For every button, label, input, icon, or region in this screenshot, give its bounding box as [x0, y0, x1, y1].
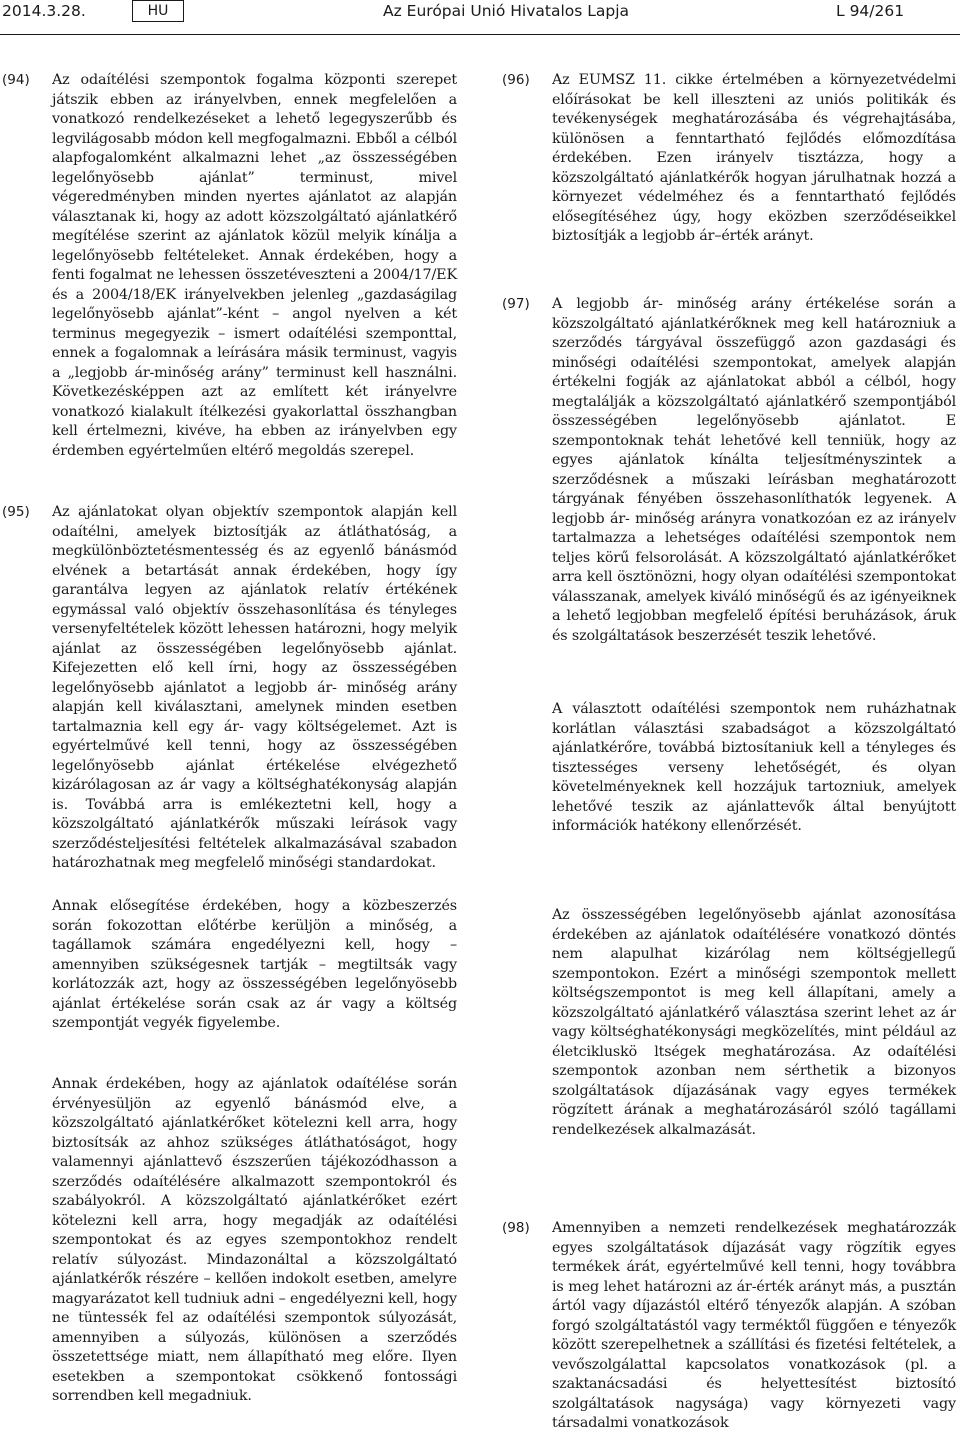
recital-number-98: (98) [502, 1220, 530, 1236]
recital-number-94: (94) [2, 72, 30, 88]
recital-95-para3-text: Annak érdekében, hogy az ajánlatok odaítélése során érvényesüljön az egyenlő bánásmód elve, a közszolgáltató ajánlatkérőket kötelezni kell arra, hogy biztosítsák az ahhoz szükséges átláthatóságot, hogy valamennyi ajánlattevő észszerűen tájékozódhasson a szerződés odaítélésére alkalmazott szempontokról és szabályokról. A közszolgáltató ajánlatkérőket ezért kötelezni kell arra, hogy megadják az odaítélési szempontokat és az egyes szempontokhoz rendelt relatív súlyozást. Mindazonáltal a közszolgáltató ajánlatkérők részére – kellően indokolt esetben, amelyre magyarázatot kell tudniuk adni – engedélyezni kell, hogy ne tüntessék fel az odaítélési szempontok súlyozását, amennyiben a súlyozás, különösen a szerződés összetettsége miatt, nem állapítható meg előre. Ilyen esetekben a szempontokat csökkenő fontossági sorrendben kell megadniuk. [52, 1076, 457, 1404]
recital-95-text: Az ajánlatokat olyan objektív szempontok alapján kell odaítélni, amelyek biztosítják az átláthatóság, a megkülönböztetésmentesség és az egyenlő bánásmód elvének a betartását annak érdekében, hogy így garantálva legyen az ajánlatok relatív értékének egymással való objektív összehasonlítása és tényleges versenyfeltételek között lehessen határozni, hogy melyik ajánlat az összességében legelőnyösebb ajánlat. Kifejezetten elő kell írni, hogy az összességében legelőnyösebb ajánlatot a legjobb ár- minőség arány alapján kell kiválasztani, amelynek minden esetben tartalmaznia kell egy ár- vagy költségelemet. Azt is egyértelművé kell tenni, hogy az összességében legelőnyösebb ajánlat értékelése elvégezhető kizárólagosan az ár vagy a költséghatékonyság alapján is. Továbbá arra is emlékeztetni kell, hogy a közszolgáltató ajánlatkérők műszaki leírások vagy szerződésteljesítési feltételek alkalmazásával szabadon határozhatnak meg megfelelő minőségi standardokat. [52, 504, 457, 871]
recital-97-paragraph-3 [552, 906, 956, 1140]
page-reference: L 94/261 [836, 2, 905, 20]
journal-title: Az Európai Unió Hivatalos Lapja [383, 2, 630, 20]
publication-date: 2014.3.28. [2, 2, 86, 20]
recital-97 [552, 295, 956, 646]
page-header [0, 0, 960, 26]
header-rule [0, 34, 960, 35]
recital-97-paragraph-2 [552, 700, 956, 837]
recital-96 [552, 71, 956, 247]
recital-95 [52, 503, 457, 874]
recital-number-97: (97) [502, 296, 530, 312]
recital-95-para2-text: Annak elősegítése érdekében, hogy a közbeszerzés során fokozottan előtérbe kerüljön a minőség, a tagállamok számára engedélyezni kell, hogy – amennyiben szükségesnek tartják – megtiltsák vagy korlátozzák azt, hogy az összességében legelőnyösebb ajánlat értékelése során csak az ár vagy a költség szempontját vegyék figyelembe. [52, 898, 457, 1031]
recital-number-95: (95) [2, 504, 30, 520]
recital-95-paragraph-3 [52, 1075, 457, 1407]
language-badge: HU [132, 0, 184, 22]
recital-98-text: Amennyiben a nemzeti rendelkezések meghatározzák egyes szolgáltatások díjazását vagy rögzítik egyes termékek árát, egyértelművé kell tenni, hogy továbbra is meg lehet határozni az ár-érték arányt más, a pusztán ártól vagy díjazástól eltérő tényezők alapján. A szóban forgó szolgáltatástól vagy terméktől függően e tényezők között szerepelhetnek a szállítási és fizetési feltételek, a vevőszolgálattal kapcsolatos vonatkozások (pl. a szaktanácsadási és helyettesítést biztosító szolgáltatások nagysága) vagy környezeti vagy társadalmi vonatkozások [552, 1220, 956, 1431]
recital-94 [52, 71, 457, 461]
recital-96-text: Az EUMSZ 11. cikke értelmében a környezetvédelmi előírásokat be kell illeszteni az uniós politikák és tevékenységek meghatározásába és végrehajtásába, különösen a fenntartható fejlődés előmozdítása érdekében. Ezen irányelv tisztázza, hogy a közszolgáltató ajánlatkérők hogyan járulhatnak hozzá a környezet védelméhez és a fenntartható fejlődés elősegítéséhez úgy, hogy eközben szerződéseikkel biztosítják a legjobb ár–érték arányt. [552, 72, 956, 244]
recital-95-paragraph-2 [52, 897, 457, 1034]
recital-97-para2-text: A választott odaítélési szempontok nem ruházhatnak korlátlan választási szabadságot a közszolgáltató ajánlatkérőre, továbbá biztosítaniuk kell a tényleges és tisztességes verseny lehetőségét, és olyan követelményeknek kell hozzájuk tartozniuk, amelyek lehetővé teszik az ajánlattevők által benyújtott információk hatékony ellenőrzését. [552, 701, 956, 834]
recital-number-96: (96) [502, 72, 530, 88]
recital-98 [552, 1219, 956, 1434]
recital-97-text: A legjobb ár- minőség arány értékelése során a közszolgáltató ajánlatkérőknek meg kell határozniuk a szerződés tárgyával összefüggő azon gazdasági és minőségi odaítélési szempontokat, amelyek alapján értékelni fogják az ajánlatokat abból a célból, hogy megtalálják a közszolgáltató ajánlatkérő szempontjából összességében legelőnyösebb ajánlatot. E szempontoknak tehát lehetővé kell tenniük, hogy az egyes ajánlatok kínálta teljesítményszintek a szerződésnek a műszaki leírásban meghatározott tárgyának fényében összehasonlíthatók legyenek. A legjobb ár- minőség arányra vonatkozóan ez az irányelv tartalmazza a lehetséges odaítélési szempontok nem teljes körű felsorolását. A közszolgáltató ajánlatkérőket arra kell ösztönözni, hogy olyan odaítélési szempontokat válasszanak, amelyek kiváló minőségű és az igényeiknek a lehető legjobban megfelelő építési beruházások, áruk és szolgáltatások beszerzését teszik lehetővé. [552, 296, 956, 644]
recital-97-para3-text: Az összességében legelőnyösebb ajánlat azonosítása érdekében az ajánlatok odaítélésére vonatkozó döntés nem alapulhat kizárólag nem költségjellegű szempontokon. Ezért a minőségi szempontok mellett költségszempontot is meg kell állapítani, amely a közszolgáltató ajánlatkérő választása szerint lehet az ár vagy költséghatékonysági megközelítés, mint például az életcikluskö ltségek meghatározása. Az odaítélési szempontok azonban nem sérthetik a bizonyos szolgáltatások díjazásának vagy egyes termékek rögzített árának a meghatározásáról szóló tagállami rendelkezések alkalmazását. [552, 907, 956, 1138]
recital-94-text: Az odaítélési szempontok fogalma központi szerepet játszik ebben az irányelvben, ennek megfelelően a vonatkozó rendelkezéseket a lehető legegyszerűbb és legvilágosabb módon kell megfogalmazni. Ebből a célból alapfogalomként alkalmazni lehet „az összességében legelőnyösebb ajánlat” terminust, mivel végeredményben minden nyertes ajánlatot az alapján választanak ki, hogy az adott közszolgáltató ajánlatkérő megítélése szerint az ajánlatok közül melyik kínálja a legelőnyösebb feltételeket. Annak érdekében, hogy a fenti fogalmat ne lehessen összetéveszteni a 2004/17/EK és a 2004/18/EK irányelvekben jelenleg „gazdaságilag legelőnyösebb ajánlat”-ként – angol nyelven a két terminus megegyezik – ismert odaítélési szemponttal, ennek a fogalomnak a leírására másik terminust, vagyis a „legjobb ár-minőség arány” terminust kell használni. Következésképpen azt az említett két irányelvre vonatkozó kialakult ítélkezési gyakorlattal összhangban kell értelmezni, kivéve, ha ebben az irányelvben egy érdemben egyértelműen eltérő megoldás szerepel. [52, 72, 457, 459]
